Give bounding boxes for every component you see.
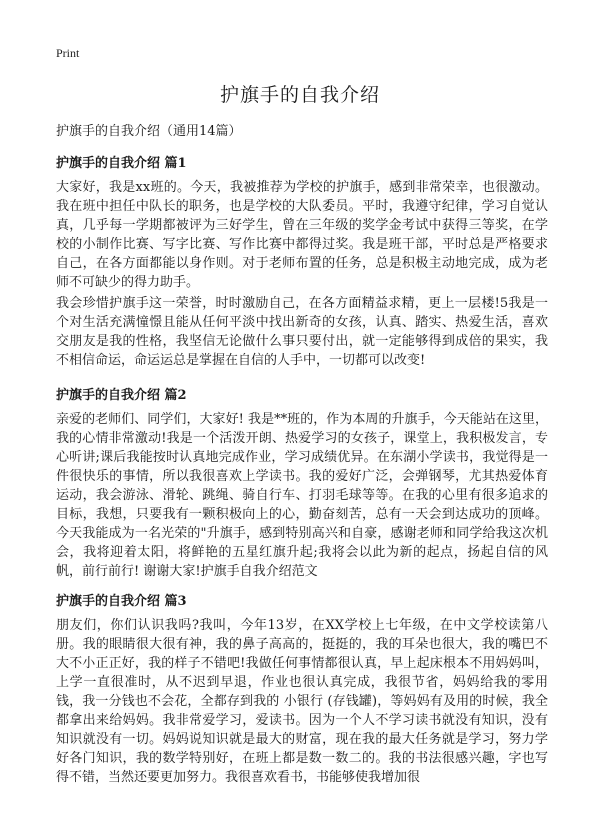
section-1-paragraph-2: 我会珍惜护旗手这一荣誉，时时激励自己，在各方面精益求精，更上一层楼!5我是一个对生活充满憧憬且能从任何平淡中找出新奇的女孩，认真、踏实、热爱生活，喜欢交朋友是我的性格，我坚信无论做什么事只要付出，就一定能够得到成倍的果实，我不相信命运，命运运总是掌握在自信的人手中，一切都可以改变! [56,296,548,368]
document-title: 护旗手的自我介绍 [219,84,380,106]
section-3-paragraph-1: 朋友们，你们认识我吗?我叫，今年13岁，在XX学校上七年级，在中文学校读第八册。我的眼睛很大很有神，我的鼻子高高的，挺挺的，我的耳朵也很大，我的嘴巴不大不小正正好，我的样子不错吧!我做任何事情都很认真，早上起床根本不用妈妈叫，上学一直很准时，从不迟到早退，作业也很认真完成，我很节省，妈妈给我的零用钱，我一分钱也不会花，全都存到我的 小银行 (存钱罐)，等妈妈有及用的时候，我全都拿出来给妈妈。我非常爱学习，爱读书。因为一个人不学习读书就没有知识，没有知识就没有一切。妈妈说知识就是最大的财富，现在我的最大任务就是学习，努力学好各门知识，我的数学特别好，在班上都是数一数二的。我的书法很感兴趣，字也写得不错，当然还要更加努力。我很喜欢看书，书能够使我增加很 [56,618,548,785]
section-heading-3: 护旗手的自我介绍 篇3 [56,594,187,609]
print-label: Print [56,46,80,60]
section-heading-2: 护旗手的自我介绍 篇2 [56,388,187,403]
document-subtitle: 护旗手的自我介绍（通用14篇） [56,124,242,139]
section-1-paragraph-1: 大家好，我是xx班的。今天，我被推荐为学校的护旗手，感到非常荣幸，也很激动。我在班中担任中队长的职务，也是学校的大队委员。平时，我遵守纪律，学习自觉认真，几乎每一学期都被评为三好学生，曾在三年级的奖学金考试中获得三等奖，在学校的小制作比赛、写字比赛、写作比赛中都得过奖。我是班干部，平时总是严格要求自己，在各方面都能以身作则。对于老师布置的任务，总是积极主动地完成，成为老师不可缺少的得力助手。 [56,180,548,290]
section-2-paragraph-1: 亲爱的老师们、同学们，大家好! 我是**班的，作为本周的升旗手，今天能站在这里，我的心情非常激动!我是一个活泼开朗、热爱学习的女孩子，课堂上，我积极发言，专心听讲;课后我能按时认真地完成作业，学习成绩优异。在东湖小学读书，我觉得是一件很快乐的事情，所以我很喜欢上学读书。我的爱好广泛，会弹钢琴，尤其热爱体育运动，我会游泳、滑轮、跳绳、骑自行车、打羽毛球等等。在我的心里有很多追求的目标，我想，只要我有一颗积极向上的心，勤奋刻苦，总有一天会到达成功的顶峰。今天我能成为一名光荣的"升旗手，感到特别高兴和自豪，感谢老师和同学给我这次机会，我将迎着太阳，将鲜艳的五星红旗升起;我将会以此为新的起点，扬起自信的风帆，前行前行! 谢谢大家!护旗手自我介绍范文 [56,412,548,579]
section-heading-1: 护旗手的自我介绍 篇1 [56,156,187,171]
